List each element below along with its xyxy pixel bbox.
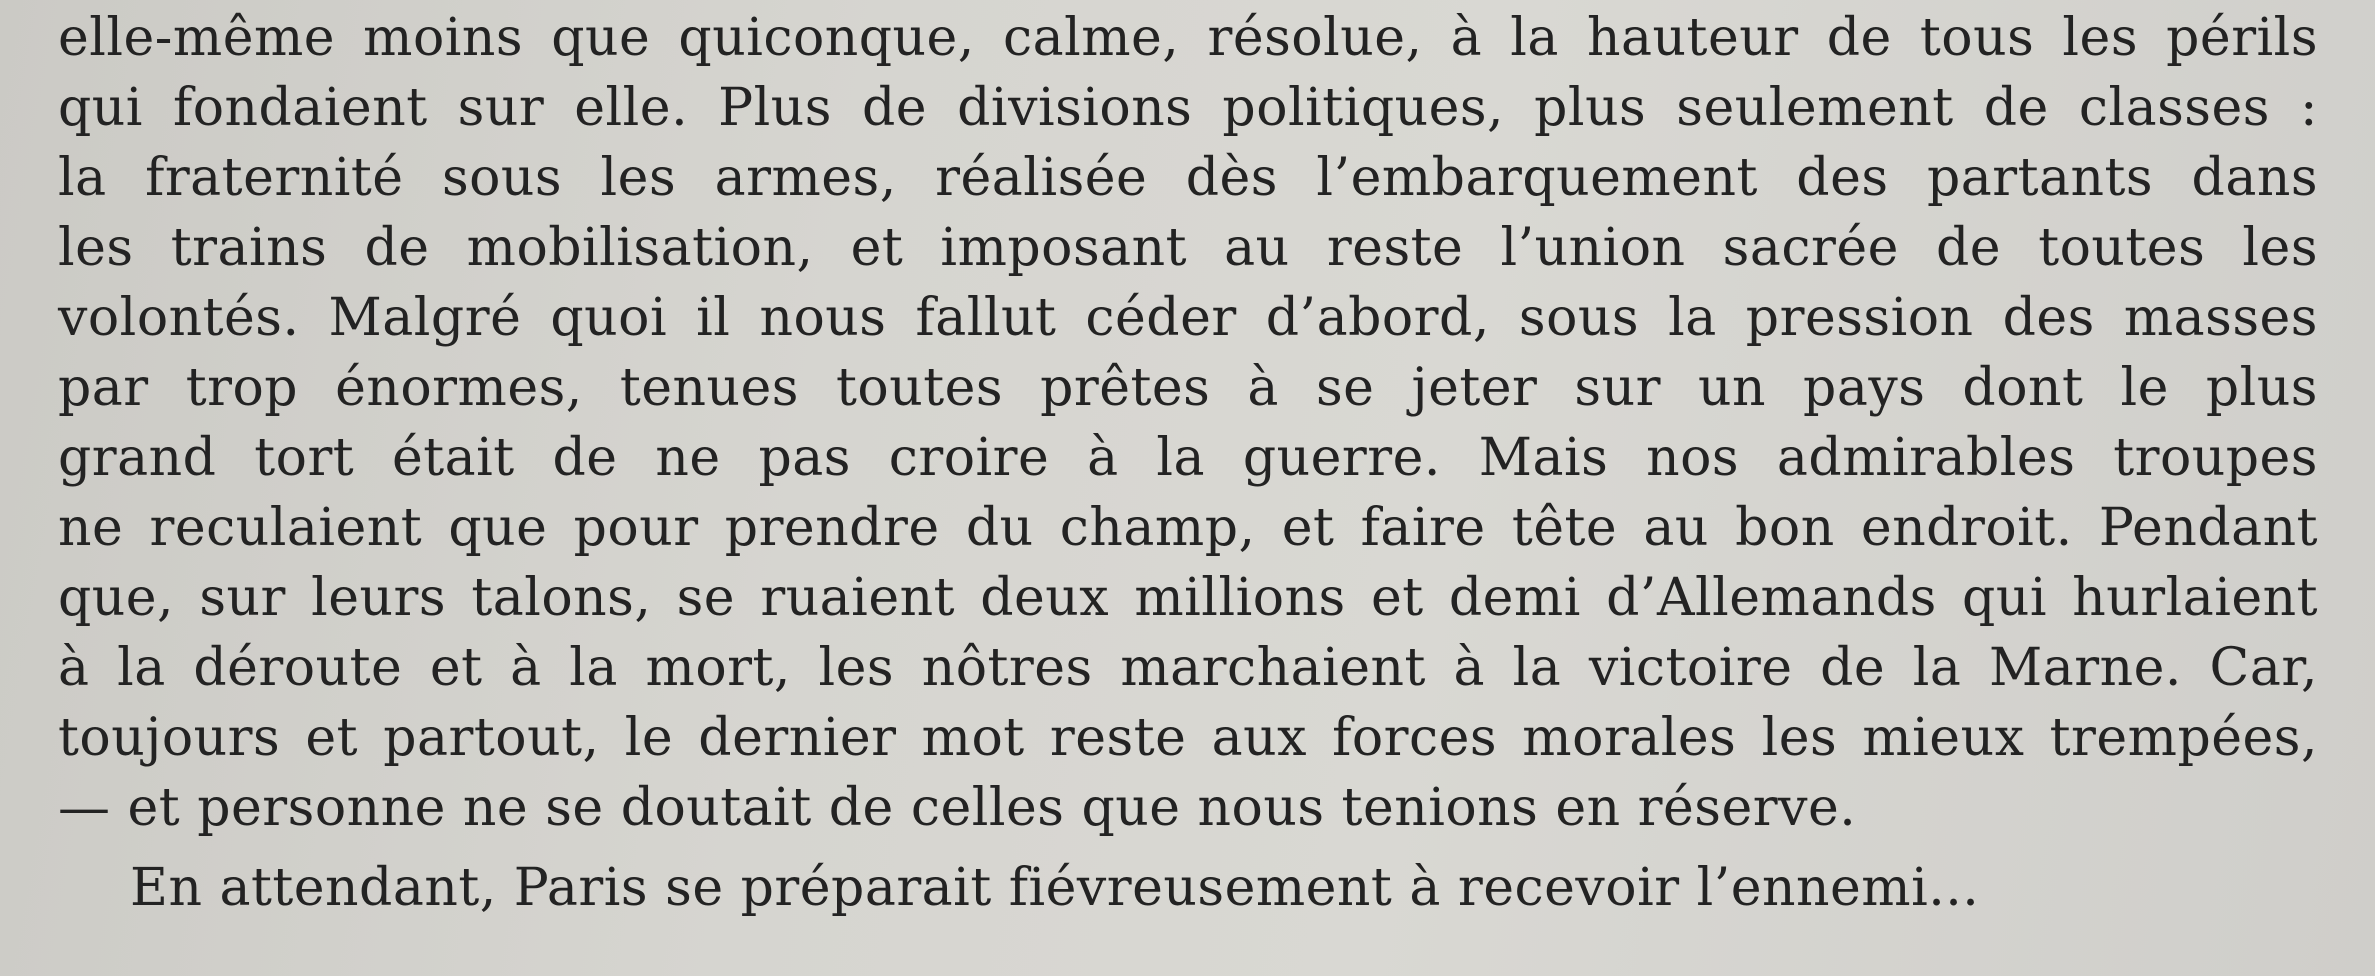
text-line-2: qui fondaient sur elle. Plus de divisions politiques, plus seulement de classes : [58, 78, 2318, 138]
text-line-3: la fraternité sous les armes, réalisée dès l’embarquement des partants dans [58, 148, 2318, 208]
text-line-9: que, sur leurs talons, se ruaient deux millions et demi d’Allemands qui hurlaient [58, 568, 2318, 628]
text-line-13: En attendant, Paris se préparait fiévreusement à recevoir l’ennemi... [130, 858, 1980, 918]
text-line-12: — et personne ne se doutait de celles que nous tenions en réserve. [58, 778, 1857, 838]
text-line-11: toujours et partout, le dernier mot reste aux forces morales les mieux trempées, [58, 708, 2318, 768]
text-line-10: à la déroute et à la mort, les nôtres marchaient à la victoire de la Marne. Car, [58, 638, 2318, 698]
text-line-6: par trop énormes, tenues toutes prêtes à se jeter sur un pays dont le plus [58, 358, 2318, 418]
text-line-5: volontés. Malgré quoi il nous fallut céder d’abord, sous la pression des masses [58, 288, 2318, 348]
text-line-8: ne reculaient que pour prendre du champ, et faire tête au bon endroit. Pendant [58, 498, 2318, 558]
text-line-7: grand tort était de ne pas croire à la guerre. Mais nos admirables troupes [58, 428, 2318, 488]
text-line-1: elle-même moins que quiconque, calme, résolue, à la hauteur de tous les périls [58, 8, 2318, 68]
text-line-4: les trains de mobilisation, et imposant au reste l’union sacrée de toutes les [58, 218, 2318, 278]
